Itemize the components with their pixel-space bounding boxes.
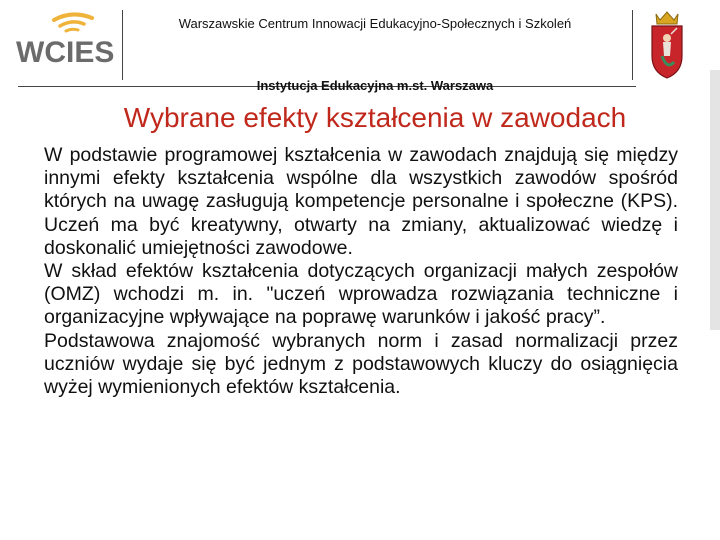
warsaw-emblem-icon [646, 8, 688, 80]
slide-body [44, 144, 678, 399]
wcies-logo [14, 6, 114, 74]
paragraph-1: W podstawie programowej kształcenia w zawodach znajdują się między innymi efekty kształcenia wspólne dla wszystkich zawodów spośród których na uwagę zasługują kompetencje personalne i społeczne (KPS). Uczeń ma być kreatywny, otwarty na zmiany, aktualizować wiedzę i doskonalić umiejętności zawodowe. [44, 144, 678, 259]
right-edge-shadow [710, 70, 720, 330]
paragraph-3: Podstawowa znajomość wybranych norm i zasad normalizacji przez uczniów wydaje się być jednym z podstawowych kluczy do osiągnięcia wyżej wymienionych efektów kształcenia. [44, 329, 678, 399]
slide-title: Wybrane efekty kształcenia w zawodach [123, 102, 627, 133]
header-divider-right [632, 10, 633, 80]
paragraph-2: W skład efektów kształcenia dotyczących organizacji małych zespołów (OMZ) wchodzi m. in. "uczeń wprowadza rozwiązania techniczne i organizacyjne wpływające na poprawę warunków i jakość pracy”. [44, 260, 678, 329]
org-subtitle: Instytucja Edukacyjna m.st. Warszawa [256, 78, 494, 93]
wcies-logo-graphic [14, 6, 114, 74]
logo-text: WCIES [16, 36, 114, 69]
org-name: Warszawskie Centrum Innowacji Edukacyjno-Społecznych i Szkoleń [178, 16, 572, 31]
header-divider-left [122, 10, 123, 80]
